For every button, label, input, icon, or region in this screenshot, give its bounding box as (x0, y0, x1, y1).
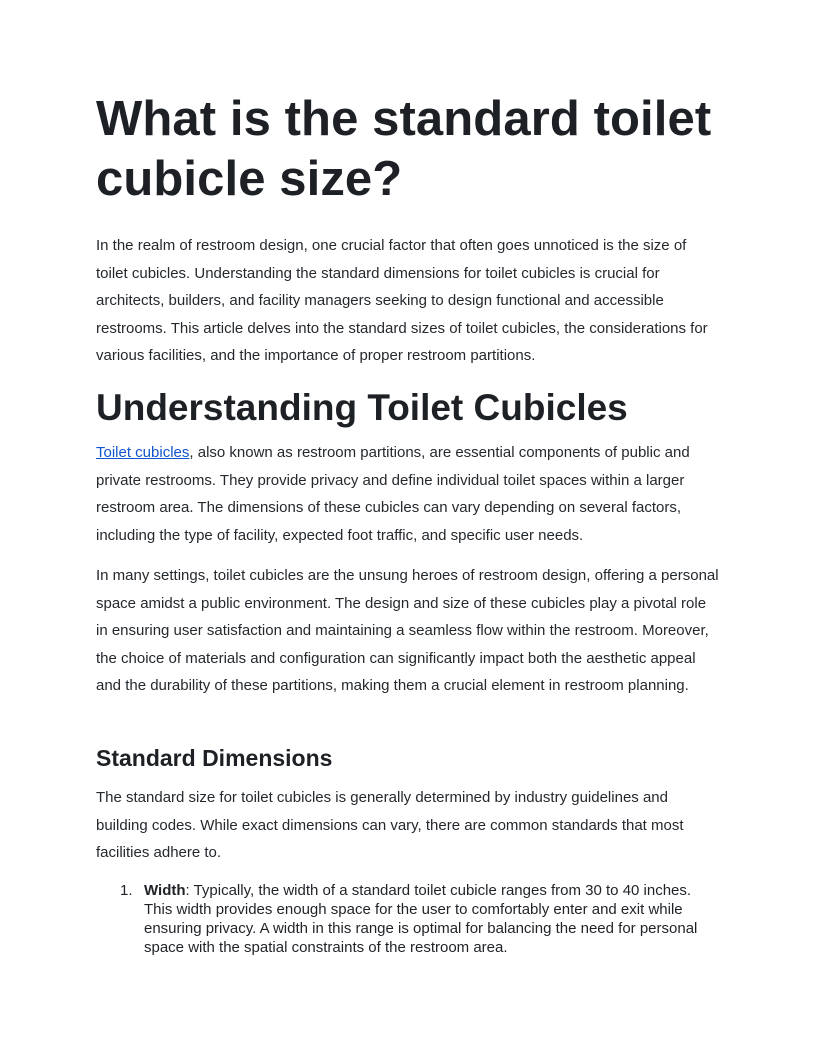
dimensions-paragraph: The standard size for toilet cubicles is generally determined by industry guidelines and building codes. While exact dimensions can vary, there are common standards that most facilities adhere to. (96, 789, 684, 862)
list-item-text: : Typically, the width of a standard toilet cubicle ranges from 30 to 40 inches. This width provides enough space for the user to comfortably enter and exit while ensuring privacy. A width in this range is optimal for balancing the need for personal space with the spatial constraints of the restroom area. (144, 882, 698, 956)
page-title: What is the standard toilet cubicle size? (96, 92, 712, 206)
list-item-number: 1. (120, 882, 133, 899)
cubicles-paragraph-1 (96, 439, 720, 549)
list-item (96, 881, 720, 957)
list-item-term: Width (144, 882, 186, 899)
toilet-cubicles-link[interactable]: Toilet cubicles (96, 444, 190, 461)
subsection-heading: Standard Dimensions (96, 745, 333, 771)
intro-paragraph: In the realm of restroom design, one crucial factor that often goes unnoticed is the size of toilet cubicles. Understanding the standard dimensions for toilet cubicles is crucial for architects, builders, and facility managers seeking to design functional and accessible restrooms. This article delves into the standard sizes of toilet cubicles, the considerations for various facilities, and the importance of proper restroom partitions. (96, 237, 708, 365)
section-heading: Understanding Toilet Cubicles (96, 387, 628, 428)
cubicles-paragraph-1-text: , also known as restroom partitions, are essential components of public and private restrooms. They provide privacy and define individual toilet spaces within a larger restroom area. The dimensions of these cubicles can vary depending on several factors, including the type of facility, expected foot traffic, and specific user needs. (96, 444, 690, 544)
cubicles-paragraph-2: In many settings, toilet cubicles are the unsung heroes of restroom design, offering a personal space amidst a public environment. The design and size of these cubicles play a pivotal role in ensuring user satisfaction and maintaining a seamless flow within the restroom. Moreover, the choice of materials and configuration can significantly impact both the aesthetic appeal and the durability of these partitions, making them a crucial element in restroom planning. (96, 567, 719, 695)
dimensions-list (96, 881, 720, 957)
